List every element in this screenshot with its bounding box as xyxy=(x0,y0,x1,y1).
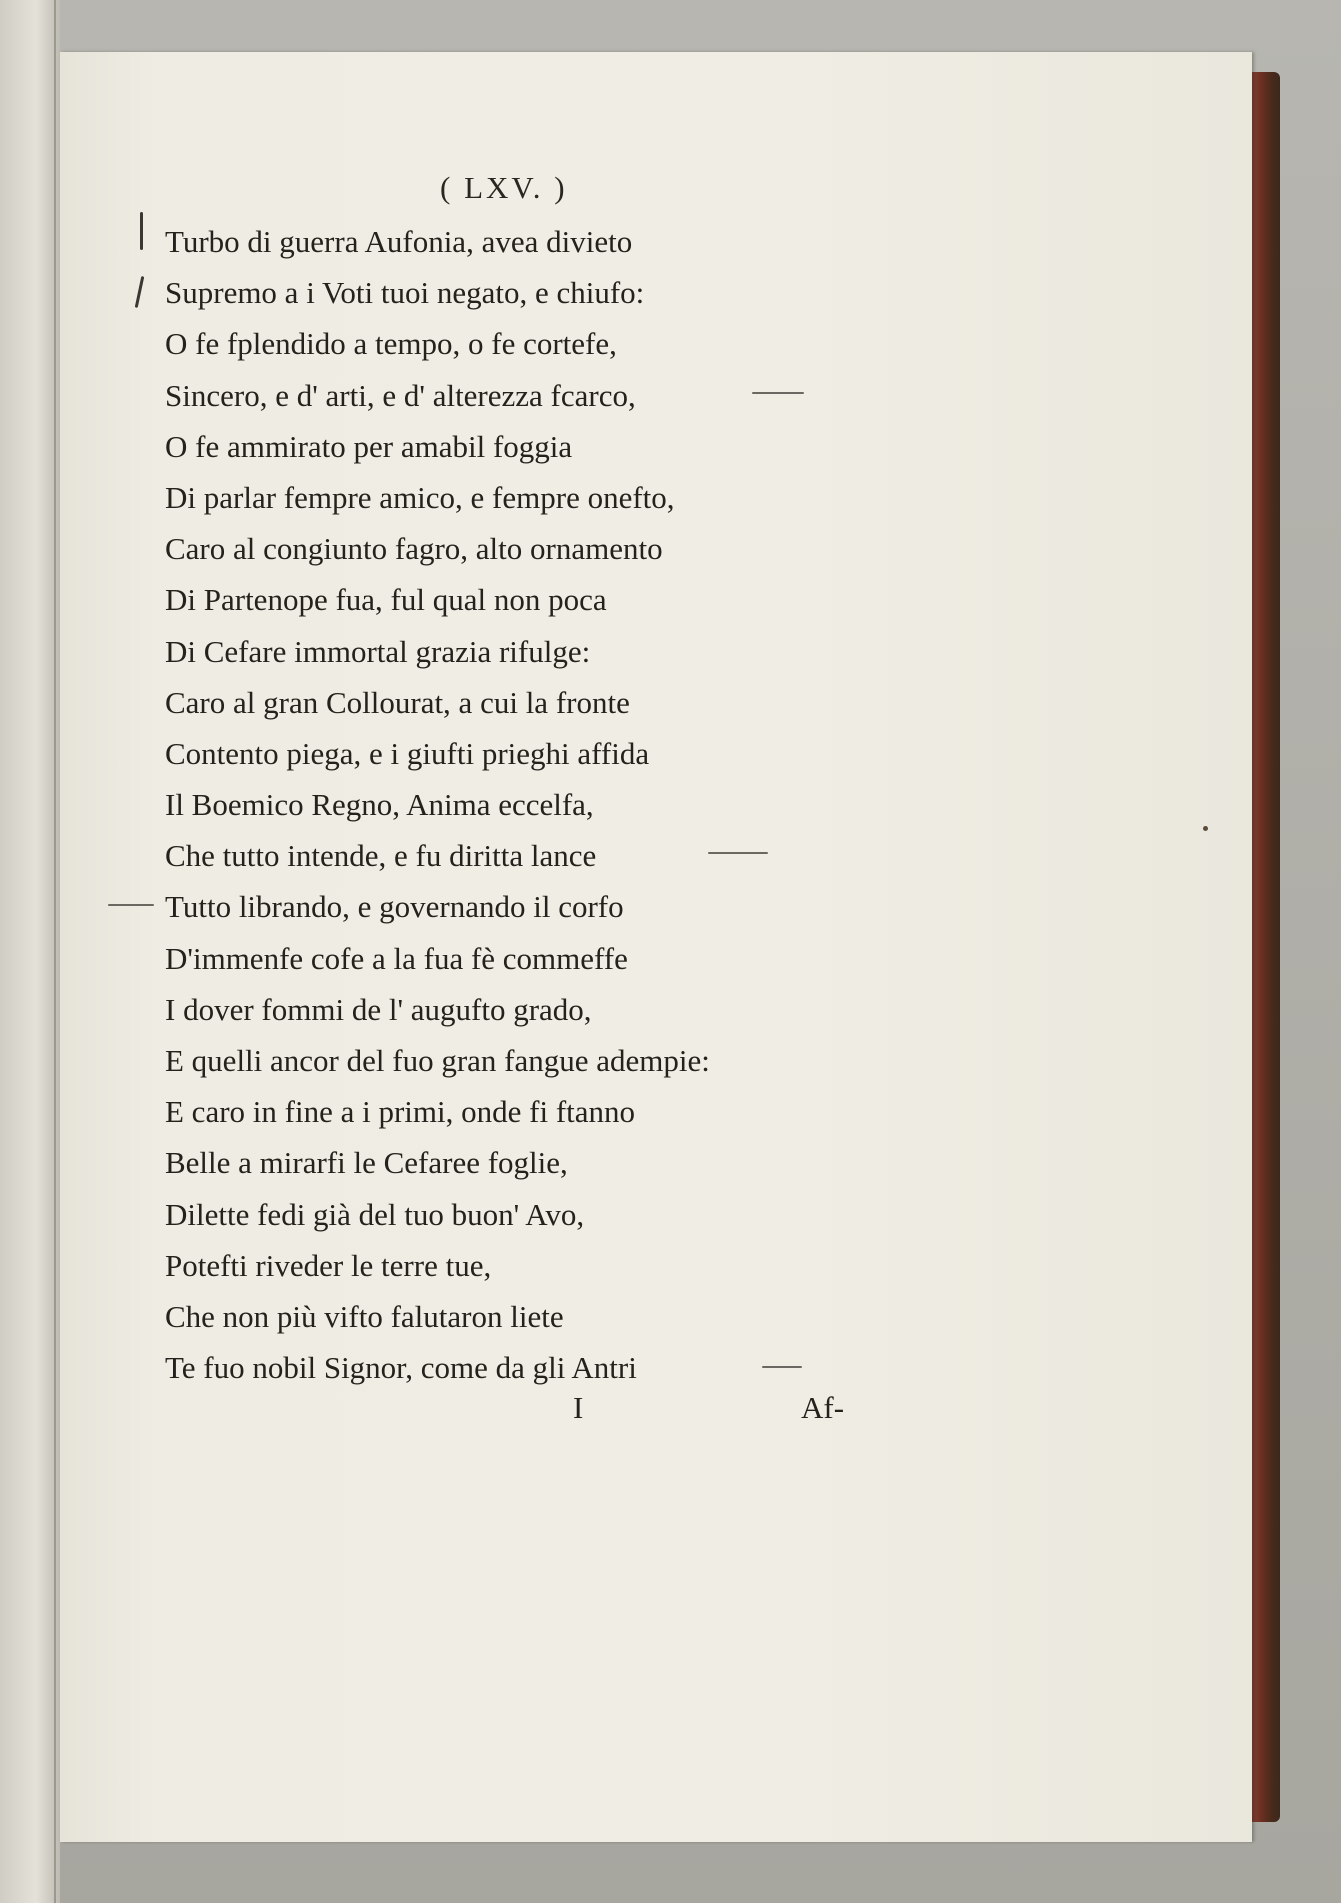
verse-block xyxy=(165,216,845,1393)
verse-line: Caro al congiunto fagro, alto ornamento xyxy=(165,531,663,567)
verse-line: Supremo a i Voti tuoi negato, e chiufo: xyxy=(165,275,645,311)
facing-page-edge xyxy=(0,0,60,1903)
pencil-dash-mark xyxy=(752,392,804,394)
catchword: Af- xyxy=(801,1390,845,1425)
verse-line: Dilette fedi già del tuo buon' Avo, xyxy=(165,1196,585,1232)
verse-line: Di parlar fempre amico, e fempre onefto, xyxy=(165,479,675,515)
verse-line: Il Boemico Regno, Anima eccelfa, xyxy=(165,787,594,823)
page-footer xyxy=(165,1390,855,1430)
verse-line: Turbo di guerra Aufonia, avea divieto xyxy=(165,224,633,259)
verse-line: D'immenfe cofe a la fua fè commeffe xyxy=(165,940,628,976)
verse-line: Sincero, e d' arti, e d' alterezza fcarco, xyxy=(165,377,636,413)
verse-line: Di Cefare immortal grazia rifulge: xyxy=(165,633,591,669)
verse-line: E quelli ancor del fuo gran fangue adempie: xyxy=(165,1043,710,1078)
verse-line: Che non più vifto falutaron liete xyxy=(165,1298,564,1334)
verse-line: Contento piega, e i giufti prieghi affida xyxy=(165,735,650,771)
verse-line: Belle a mirarfi le Cefaree foglie, xyxy=(165,1145,568,1181)
verse-line: O fe ammirato per amabil foggia xyxy=(165,428,573,464)
verse-line: Caro al gran Collourat, a cui la fronte xyxy=(165,684,630,720)
verse-line: Potefti riveder le terre tue, xyxy=(165,1247,492,1283)
verse-line: Di Partenope fua, ful qual non poca xyxy=(165,582,607,618)
pencil-dash-mark xyxy=(762,1366,802,1368)
signature-mark: I xyxy=(573,1390,584,1425)
pencil-marginal-bar xyxy=(140,212,143,250)
page-number-header: ( LXV. ) xyxy=(440,170,568,205)
verse-line: Che tutto intende, e fu diritta lance xyxy=(165,838,597,874)
verse-line: O fe fplendido a tempo, o fe cortefe, xyxy=(165,326,617,362)
pencil-dash-mark xyxy=(108,904,154,906)
page-speck xyxy=(1203,826,1208,831)
verse-line: Te fuo nobil Signor, come da gli Antri xyxy=(165,1350,637,1386)
pencil-dash-mark xyxy=(708,852,768,854)
verse-line: E caro in fine a i primi, onde fi ftanno xyxy=(165,1094,636,1130)
verse-line: Tutto librando, e governando il corfo xyxy=(165,889,624,925)
verse-line: I dover fommi de l' augufto grado, xyxy=(165,991,592,1027)
